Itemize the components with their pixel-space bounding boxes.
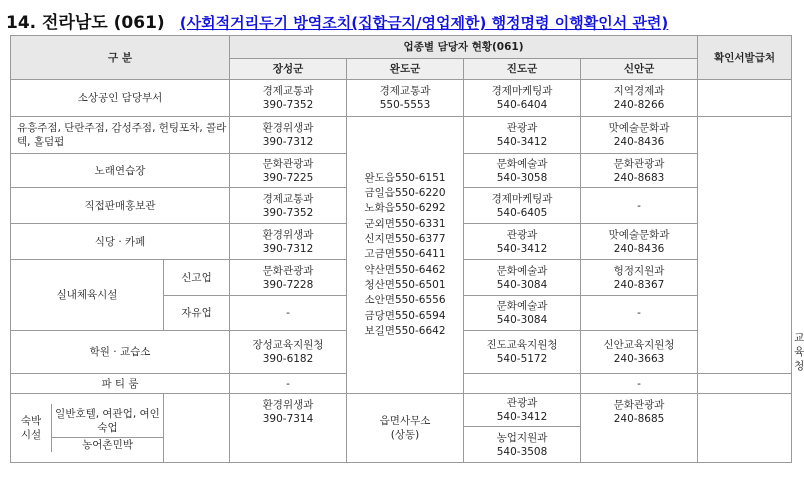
cell-sinan: 헝정지원과 240-8367 xyxy=(581,260,698,296)
cell-jindo: 경제마케팅과 540-6404 xyxy=(464,80,581,117)
table-row xyxy=(11,80,792,117)
cell-jangseong: 환경위생과 390-7312 xyxy=(230,224,347,260)
cell-jangseong: 문화관광과 390-7225 xyxy=(230,154,347,188)
row-label-direct-sales: 직접판매홍보관 xyxy=(11,188,230,224)
header-group: 업종별 담당자 현황(061) xyxy=(230,36,698,59)
cell-jangseong: 환경위생과 390-7312 xyxy=(230,117,347,154)
row-sublabel-sports-free: 자유업 xyxy=(164,296,230,331)
table-row xyxy=(11,394,792,427)
table-row: 학원 · 교습소 장성교육지원청 390-6182 진도교육지원청 540-5172 신안교육지원청 240-3663 교육청 xyxy=(11,331,792,374)
cell-jindo: 문화예술과 540-3084 xyxy=(464,260,581,296)
row-label-restaurant: 식당 · 카페 xyxy=(11,224,230,260)
cell-jindo: 문화예술과 540-3084 xyxy=(464,296,581,331)
cell-jindo: 농업지원과 540-3508 xyxy=(464,427,581,463)
row-sublabel-sports-registered: 신고업 xyxy=(164,260,230,296)
cell-sinan: - xyxy=(581,374,698,394)
header-jangseong: 장성군 xyxy=(230,59,347,80)
cell-jindo: 관광과 540-3412 xyxy=(464,117,581,154)
cell-jindo xyxy=(464,374,581,394)
cell-jangseong: - xyxy=(230,374,347,394)
cell-wando: 읍면사무소 (상동) xyxy=(347,394,464,463)
cell-sinan: 문화관광과 240-8685 xyxy=(581,394,698,463)
title-subtitle: (사회적거리두기 방역조치(집합금지/영업제한) 행정명령 이행확인서 관련) xyxy=(179,14,669,32)
header-sinan: 신안군 xyxy=(581,59,698,80)
header-jindo: 진도군 xyxy=(464,59,581,80)
table-row xyxy=(11,117,792,154)
cell-confirm xyxy=(698,117,792,374)
cell-sinan: - xyxy=(581,296,698,331)
cell-jindo: 문화예술과 540-3058 xyxy=(464,154,581,188)
title-number: 14. 전라남도 (061) xyxy=(6,13,165,33)
row-label-small-biz: 소상공인 담당부서 xyxy=(11,80,230,117)
cell-sinan: - xyxy=(581,188,698,224)
header-category: 구 분 xyxy=(11,36,230,80)
cell-wando: 경제교통과 550-5553 xyxy=(347,80,464,117)
cell-sinan: 신안교육지원청 240-3663 xyxy=(581,331,698,374)
row-label-entertainment: 유흥주점, 단란주점, 감성주점, 헌팅포차, 콜라텍, 홀덤펍 xyxy=(11,117,230,154)
cell-sinan: 맛예술문화과 240-8436 xyxy=(581,117,698,154)
cell-jangseong: 장성교육지원청 390-6182 xyxy=(230,331,347,374)
contact-table xyxy=(10,35,804,463)
row-label-karaoke: 노래연습장 xyxy=(11,154,230,188)
cell-jangseong: 경제교통과 390-7352 xyxy=(230,188,347,224)
cell-jindo: 경제마케팅과 540-6405 xyxy=(464,188,581,224)
cell-empty xyxy=(164,394,230,463)
cell-jindo: 진도교육지원청 540-5172 xyxy=(464,331,581,374)
cell-wando-town-list: 완도읍550-6151 금일읍550-6220 노화읍550-6292 군외면550-6331 신지면550-6377 고금면550-6411 약산면550-6462 청산면550-6501 소안면550-6556 금당면550-6594 보길면550-6642 xyxy=(347,117,464,394)
row-sublabel-farmstay: 농어촌민박 xyxy=(82,439,133,451)
cell-jindo: 관광과 540-3412 xyxy=(464,224,581,260)
page-title xyxy=(6,8,668,36)
row-label-lodging: 숙박 시설 xyxy=(20,415,42,441)
row-label-sports: 실내체육시설 xyxy=(11,260,164,331)
row-label-party: 파 티 룸 xyxy=(11,374,230,394)
cell-jangseong: 문화관광과 390-7228 xyxy=(230,260,347,296)
cell-jangseong: 경제교통과 390-7352 xyxy=(230,80,347,117)
header-confirm: 확인서발급처 xyxy=(698,36,792,80)
row-sublabel-hotel: 일반호텔, 여관업, 여인숙업 xyxy=(52,404,163,438)
header-wando: 완도군 xyxy=(347,59,464,80)
cell-sinan: 맛예술문화과 240-8436 xyxy=(581,224,698,260)
cell-sinan: 문화관광과 240-8683 xyxy=(581,154,698,188)
cell-jangseong: - xyxy=(230,296,347,331)
cell-jindo: 관광과 540-3412 xyxy=(464,394,581,427)
cell-jangseong: 환경위생과 390-7314 xyxy=(230,394,347,463)
cell-confirm xyxy=(698,374,792,394)
lodging-label-cell xyxy=(11,394,164,463)
cell-confirm xyxy=(698,394,792,463)
cell-confirm xyxy=(698,80,792,117)
cell-sinan: 지역경제과 240-8266 xyxy=(581,80,698,117)
row-label-academy: 학원 · 교습소 xyxy=(11,331,230,374)
